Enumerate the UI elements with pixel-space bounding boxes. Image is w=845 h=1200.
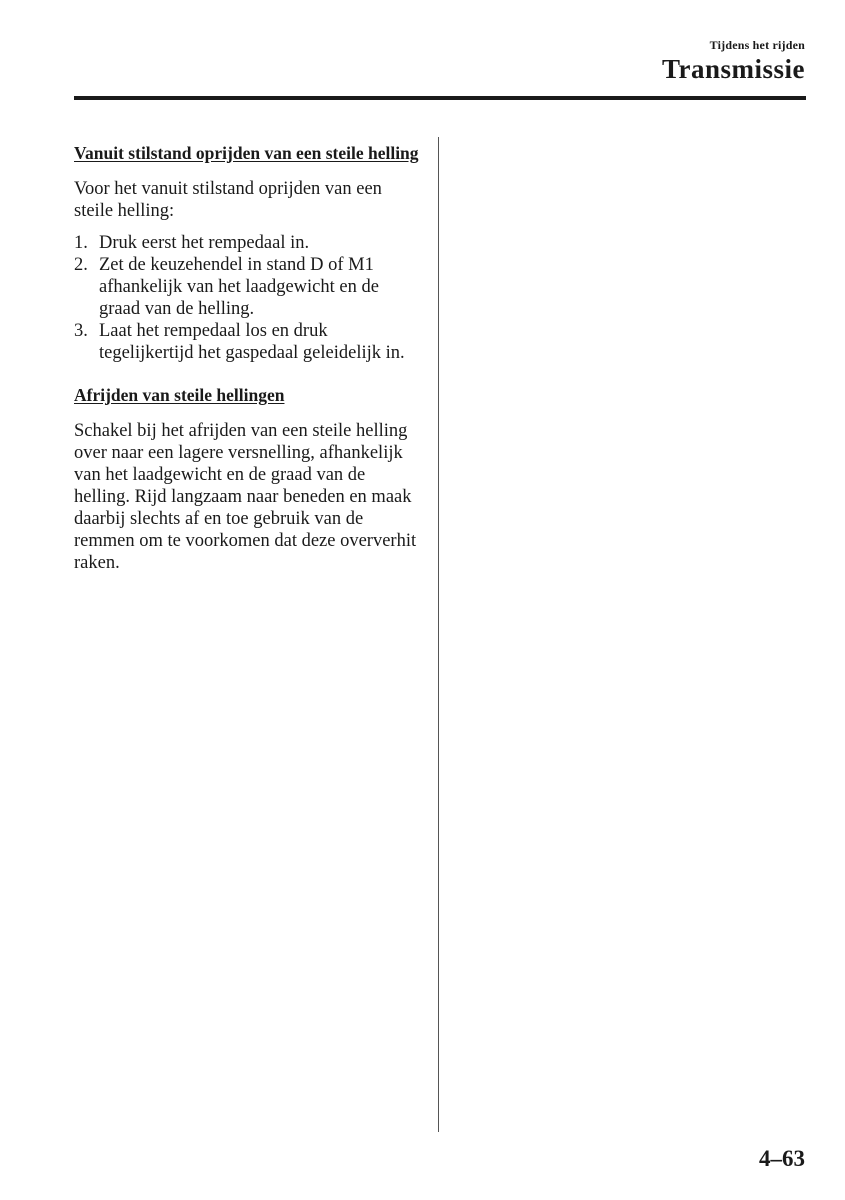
list-item: [74, 254, 419, 320]
list-item: [74, 320, 419, 364]
list-item: [74, 232, 419, 254]
step-text: Laat het rempedaal los en druk tegelijkertijd het gaspedaal geleidelijk in.: [99, 321, 405, 363]
section-heading-uphill-start: Vanuit stilstand oprijden van een steile helling: [74, 143, 419, 163]
section-intro-uphill-start: Voor het vanuit stilstand oprijden van een steile helling:: [74, 179, 382, 221]
page-number: 4–63: [759, 1146, 805, 1171]
running-header-section: Tijdens het rijden: [709, 38, 805, 52]
column-divider: [438, 137, 439, 1132]
section-heading-downhill: Afrijden van steile hellingen: [74, 385, 285, 405]
step-number: 1.: [74, 233, 88, 253]
steps-list: [74, 232, 419, 364]
step-number: 2.: [74, 255, 88, 275]
step-text: Zet de keuzehendel in stand D of M1 afhankelijk van het laadgewicht en de graad van de helling.: [99, 255, 379, 319]
step-text: Druk eerst het rempedaal in.: [99, 233, 310, 253]
section-body-downhill: Schakel bij het afrijden van een steile helling over naar een lagere versnelling, afhankelijk van het laadgewicht en de graad van de helling. Rijd langzaam naar beneden en maak daarbij slechts af en toe gebruik van de remmen om te voorkomen dat deze oververhit raken.: [74, 421, 417, 573]
step-number: 3.: [74, 321, 88, 341]
running-header-title: Transmissie: [661, 54, 805, 84]
left-column: [74, 142, 419, 574]
header-rule: [74, 96, 806, 100]
